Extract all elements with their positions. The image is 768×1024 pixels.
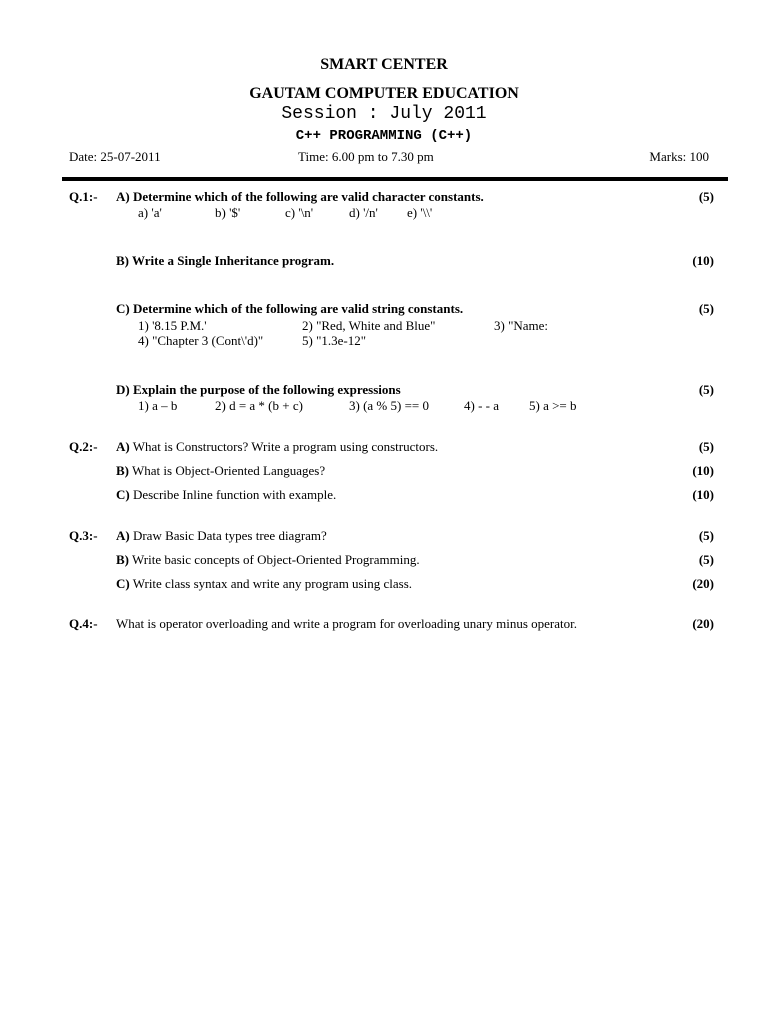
- q1d-text: D) Explain the purpose of the following expressions: [116, 382, 401, 397]
- q3b-text: Write basic concepts of Object-Oriented Programming.: [132, 552, 420, 567]
- q3a-marks: (5): [698, 528, 714, 543]
- q3b-marks: (5): [698, 552, 714, 567]
- q3b-letter: B): [116, 552, 129, 567]
- q3b-item: [116, 552, 420, 568]
- q2b-text: What is Object-Oriented Languages?: [132, 463, 326, 478]
- q1c-option: 1) '8.15 P.M.': [138, 318, 207, 333]
- q3c-item: [116, 576, 412, 592]
- q2b-letter: B): [116, 463, 129, 478]
- exam-marks: Marks: 100: [649, 149, 709, 164]
- q1c-option: 2) "Red, White and Blue": [302, 318, 436, 333]
- q2c-item: [116, 487, 336, 503]
- q2b-marks: (10): [692, 463, 714, 478]
- q1d-option: 2) d = a * (b + c): [215, 398, 303, 413]
- q1c-option: 4) "Chapter 3 (Cont\'d)": [138, 333, 264, 348]
- q3a-letter: A): [116, 528, 130, 543]
- q2a-letter: A): [116, 439, 130, 454]
- subject-title: C++ PROGRAMMING (C++): [295, 128, 473, 144]
- q1a-option: a) 'a': [138, 205, 162, 220]
- q1a-text: A) Determine which of the following are valid character constants.: [116, 189, 484, 204]
- q2c-letter: C): [116, 487, 130, 502]
- institute-subtitle: GAUTAM COMPUTER EDUCATION: [249, 85, 519, 102]
- q1d-option: 1) a – b: [138, 398, 178, 413]
- q1c-marks: (5): [698, 301, 714, 316]
- q1a-option: b) '$': [215, 205, 241, 220]
- q2c-text: Describe Inline function with example.: [132, 487, 337, 502]
- q4-marks: (20): [692, 616, 714, 631]
- q1b-marks: (10): [692, 253, 714, 268]
- q2a-text: What is Constructors? Write a program using constructors.: [132, 439, 439, 454]
- q1b-text: B) Write a Single Inheritance program.: [116, 253, 335, 268]
- q1c-option: 5) "1.3e-12": [302, 333, 367, 348]
- q1d-marks: (5): [698, 382, 714, 397]
- exam-time: Time: 6.00 pm to 7.30 pm: [298, 149, 434, 164]
- institute-name: SMART CENTER: [320, 56, 448, 73]
- q2c-marks: (10): [692, 487, 714, 502]
- q3a-item: [116, 528, 327, 544]
- q1c-text: C) Determine which of the following are valid string constants.: [116, 301, 464, 316]
- exam-date: Date: 25-07-2011: [69, 149, 161, 164]
- q1-label: Q.1:-: [69, 189, 98, 204]
- q2-label: Q.2:-: [69, 439, 98, 454]
- q1a-option: e) '\\': [407, 205, 433, 220]
- q2b-item: [116, 463, 325, 479]
- session-title: Session : July 2011: [281, 104, 487, 124]
- q1d-option: 5) a >= b: [529, 398, 577, 413]
- q1d-option: 3) (a % 5) == 0: [349, 398, 429, 413]
- q3c-letter: C): [116, 576, 130, 591]
- q1a-option: c) '\n': [285, 205, 314, 220]
- q2a-item: [116, 439, 438, 455]
- q1c-option: 3) "Name:: [494, 318, 549, 333]
- q1a-option: d) '/n': [349, 205, 378, 220]
- q1d-option: 4) - - a: [464, 398, 500, 413]
- q4-label: Q.4:-: [69, 616, 98, 631]
- q4-text: What is operator overloading and write a program for overloading unary minus operator.: [116, 616, 577, 631]
- q3c-text: Write class syntax and write any program using class.: [132, 576, 412, 591]
- q3a-text: Draw Basic Data types tree diagram?: [132, 528, 327, 543]
- q3c-marks: (20): [692, 576, 714, 591]
- q2a-marks: (5): [698, 439, 714, 454]
- q1a-marks: (5): [698, 189, 714, 204]
- q3-label: Q.3:-: [69, 528, 98, 543]
- header-divider: [62, 177, 728, 181]
